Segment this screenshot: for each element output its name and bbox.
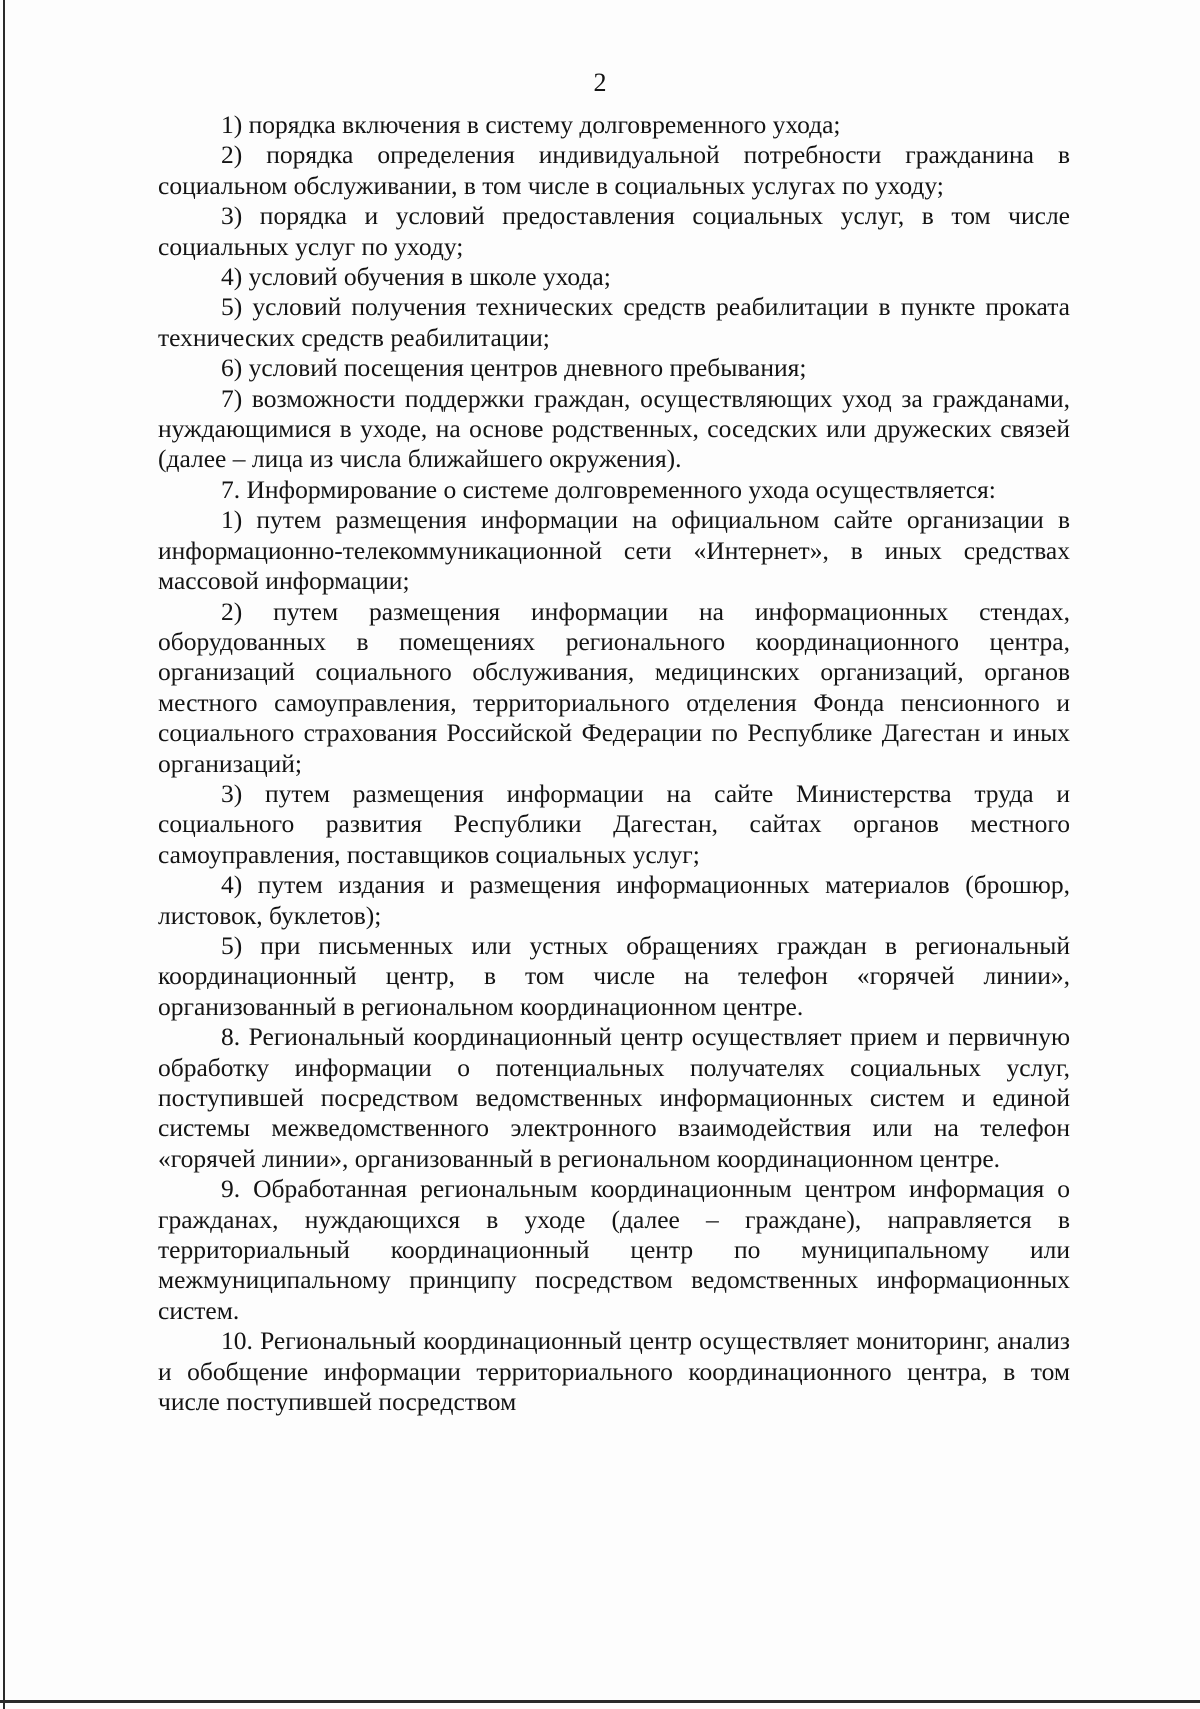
clause-7-item-info-stands: 2) путем размещения информации на информационных стендах, оборудованных в помещениях регионального координационного центра, организаций социального обслуживания, медицинских организаций, органов местного самоуправления, территориального отделения Фонда пенсионного и социального страхования Российской Федерации по Республике Дагестан и иных организаций;: [158, 596, 1070, 778]
clause-7-informing: 7. Информирование о системе долговременного ухода осуществляется:: [221, 474, 996, 504]
list-item-day-centers: 6) условий посещения центров дневного пребывания;: [221, 353, 807, 383]
scan-edge-bottom: [0, 1700, 1200, 1703]
clause-7-item-ministry-site: 3) путем размещения информации на сайте Министерства труда и социального развития Республики Дагестан, сайтах органов местного самоуправления, поставщиков социальных услуг;: [158, 778, 1070, 869]
document-body: [158, 110, 1070, 1417]
list-item-caregiver-support: 7) возможности поддержки граждан, осуществляющих уход за гражданами, нуждающимися в уходе, на основе родственных, соседских или дружеских связей (далее – лица из числа ближайшего окружения).: [158, 383, 1070, 474]
clause-8-regional-center: 8. Региональный координационный центр осуществляет прием и первичную обработку информации о потенциальных получателях социальных услуг, поступившей посредством ведомственных информационных систем и единой системы межведомственного электронного взаимодействия или на телефон «горячей линии», организованный в региональном координационном центре.: [158, 1022, 1070, 1173]
clause-7-item-printed-materials: 4) путем издания и размещения информационных материалов (брошюр, листовок, буклетов);: [158, 870, 1070, 930]
list-item-inclusion-procedure: 1) порядка включения в систему долговременного ухода;: [221, 110, 841, 139]
clause-10-monitoring: 10. Региональный координационный центр осуществляет мониторинг, анализ и обобщение информации территориального координационного центра, в том числе поступившей посредством: [158, 1326, 1070, 1417]
clause-9-processed-info: 9. Обработанная региональным координационным центром информация о гражданах, нуждающихся в уходе (далее – граждане), направляется в территориальный координационный центр по муниципальному или межмуниципальному принципу посредством ведомственных информационных систем.: [158, 1174, 1070, 1325]
list-item-rehab-equipment: 5) условий получения технических средств реабилитации в пункте проката технических средств реабилитации;: [158, 292, 1070, 352]
scan-edge-left: [3, 0, 5, 1709]
clause-7-item-official-site: 1) путем размещения информации на официальном сайте организации в информационно-телекоммуникационной сети «Интернет», в иных средствах массовой информации;: [158, 505, 1070, 596]
list-item-service-conditions: 3) порядка и условий предоставления социальных услуг, в том числе социальных услуг по уходу;: [158, 201, 1070, 261]
clause-7-item-citizen-requests: 5) при письменных или устных обращениях граждан в региональный координационный центр, в том числе на телефон «горячей линии», организованный в региональном координационном центре.: [158, 930, 1070, 1021]
page-number: 2: [593, 68, 607, 97]
list-item-need-assessment: 2) порядка определения индивидуальной потребности гражданина в социальном обслуживании, в том числе в социальных услугах по уходу;: [158, 140, 1070, 200]
list-item-care-school: 4) условий обучения в школе ухода;: [221, 262, 611, 292]
